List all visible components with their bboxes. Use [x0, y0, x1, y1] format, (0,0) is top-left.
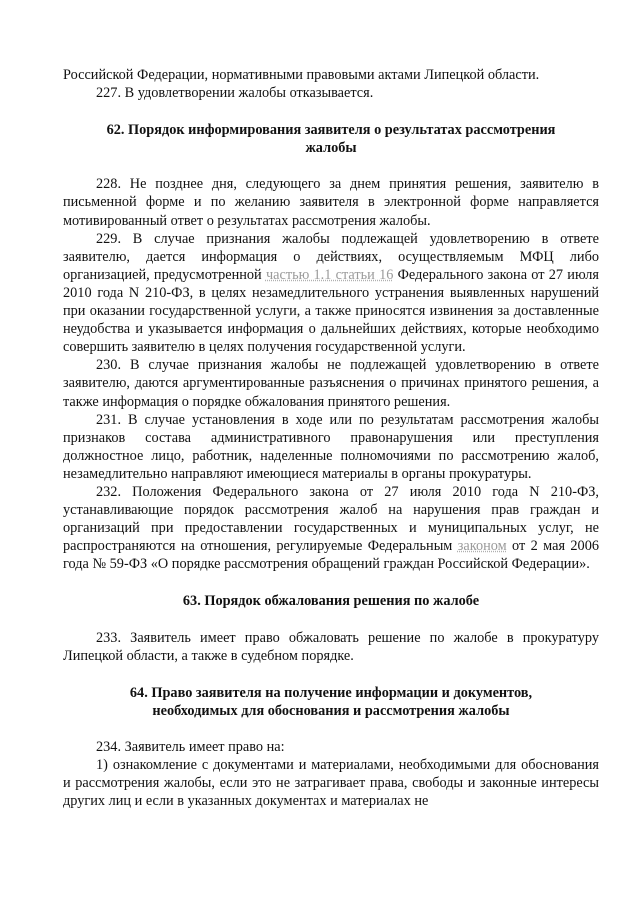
section-heading-64: [63, 684, 599, 720]
paragraph-232-text-a: 232. Положения Федерального закона от 27 июля 2010 года N 210-ФЗ, устанавливающие порядок рассмотрения жалоб на нарушения прав граждан и организаций при предоставлении государственных и муниципальных услуг, не распространяются на отношения, регулируемые Федеральным: [63, 483, 599, 555]
paragraph-234: 234. Заявитель имеет право на:: [96, 738, 285, 755]
list-item-1: 1) ознакомление с документами и материалами, необходимыми для обоснования и рассмотрения жалобы, если это не затрагивает права, свободы и законные интересы других лиц и если в указанных документах и материалах не: [63, 757, 599, 810]
paragraph-229-text-b: Федерального закона от 27 июля 2010 года N 210-ФЗ, в целях незамедлительного устранения выявленных нарушений при оказании государственной услуги, а также приносятся извинения за доставленные неудобства и указывается информация о дальнейших действиях, которые необходимо совершить заявителю в целях получения государственной услуги.: [63, 266, 599, 356]
law-article-link[interactable]: частью 1.1 статьи 16: [265, 266, 394, 283]
section-heading-62-line1: 62. Порядок информирования заявителя о результатах рассмотрения: [106, 122, 556, 139]
section-heading-63: 63. Порядок обжалования решения по жалобе: [182, 593, 480, 610]
paragraph-continuation: Российской Федерации, нормативными правовыми актами Липецкой области.: [63, 67, 540, 83]
section-heading-64-line2: необходимых для обоснования и рассмотрения жалобы: [152, 702, 510, 719]
federal-law-link[interactable]: законом: [457, 538, 507, 555]
document-page: [63, 66, 599, 810]
paragraph-230: 230. В случае признания жалобы не подлежащей удовлетворению в ответе заявителю, даются аргументированные разъяснения о причинах принятого решения, а также информация о порядке обжалования принятого решения.: [63, 357, 599, 410]
section-heading-62: [63, 121, 599, 157]
paragraph-229: [63, 230, 599, 357]
paragraph-228: 228. Не позднее дня, следующего за днем принятия решения, заявителю в письменной форме и по желанию заявителя в электронной форме направляется мотивированный ответ о результатах рассмотрения жалобы.: [63, 176, 599, 229]
paragraph-233: 233. Заявитель имеет право обжаловать решение по жалобе в прокуратуру Липецкой области, а также в судебном порядке.: [63, 629, 599, 664]
paragraph-231: 231. В случае установления в ходе или по результатам рассмотрения жалобы признаков состава административного правонарушения или преступления должностное лицо, работник, наделенные полномочиями по рассмотрению жалоб, незамедлительно направляют имеющиеся материалы в органы прокуратуры.: [63, 411, 599, 482]
section-heading-64-line1: 64. Право заявителя на получение информации и документов,: [129, 684, 533, 701]
section-heading-62-line2: жалобы: [305, 140, 357, 157]
paragraph-229-text-a: 229. В случае признания жалобы подлежащей удовлетворению в ответе заявителю, дается информация о действиях, осуществляемым МФЦ либо организацией, предусмотренной: [63, 230, 599, 283]
paragraph-232: [63, 483, 599, 573]
paragraph-232-text-b: от 2 мая 2006 года № 59-ФЗ «О порядке рассмотрения обращений граждан Российской Федерации».: [63, 538, 599, 573]
paragraph-227: 227. В удовлетворении жалобы отказывается.: [96, 85, 374, 102]
